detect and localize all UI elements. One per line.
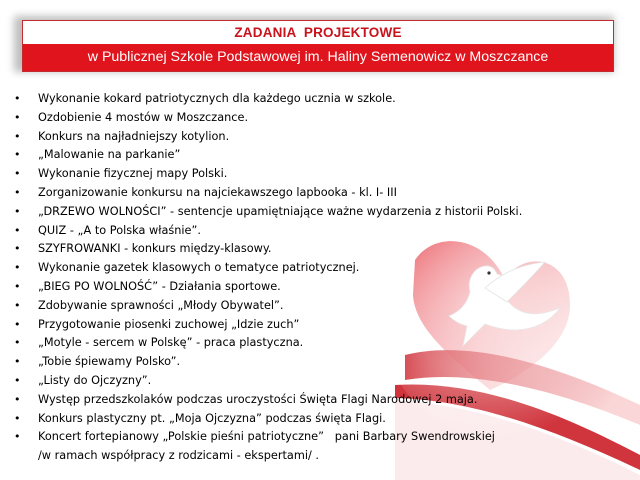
list-item: • „DRZEWO WOLNOŚCI” - sentencje upamiętniające ważne wydarzenia z historii Polski. bbox=[14, 203, 614, 222]
list-item: • „Malowanie na parkanie” bbox=[14, 146, 614, 165]
bullet-icon: • bbox=[14, 167, 21, 181]
bullet-icon: • bbox=[14, 261, 21, 275]
bullet-icon: • bbox=[14, 242, 21, 256]
title-banner bbox=[22, 20, 614, 72]
list-item: • Ozdobienie 4 mostów w Moszczance. bbox=[14, 109, 614, 128]
bullet-icon: • bbox=[14, 148, 21, 162]
bullet-icon: • bbox=[14, 279, 21, 293]
bullet-icon: • bbox=[14, 298, 21, 312]
bullet-icon: • bbox=[14, 373, 21, 387]
page-title: ZADANIA PROJEKTOWE bbox=[234, 25, 402, 40]
bullet-icon: • bbox=[14, 411, 21, 425]
bullet-icon: • bbox=[14, 185, 21, 199]
bullet-icon: • bbox=[14, 110, 21, 124]
list-item: • „Listy do Ojczyzny”. bbox=[14, 372, 614, 391]
bullet-icon: • bbox=[14, 355, 21, 369]
bullet-icon: • bbox=[14, 317, 21, 331]
list-item: • Występ przedszkolaków podczas uroczystości Święta Flagi Narodowej 2 maja. bbox=[14, 391, 614, 410]
list-item: • Koncert fortepianowy „Polskie pieśni patriotyczne” pani Barbary Swendrowskiej /w ramach współpracy z rodzicami - ekspertami/ . bbox=[14, 430, 495, 463]
bullet-icon: • bbox=[14, 336, 21, 350]
bullet-icon: • bbox=[14, 129, 21, 143]
bullet-icon: • bbox=[14, 92, 21, 105]
list-item: • „Tobie śpiewamy Polsko”. bbox=[14, 353, 614, 372]
list-item: • Wykonanie fizycznej mapy Polski. bbox=[14, 165, 614, 184]
list-item: • „Motyle - sercem w Polskę” - praca plastyczna. bbox=[14, 334, 614, 353]
school-subtitle: w Publicznej Szkole Podstawowej im. Haliny Semenowicz w Moszczance bbox=[23, 44, 613, 71]
task-list bbox=[14, 90, 614, 466]
list-item: • Konkurs plastyczny pt. „Moja Ojczyzna” podczas święta Flagi. bbox=[14, 410, 614, 429]
list-item: • QUIZ - „A to Polska właśnie”. bbox=[14, 222, 614, 241]
list-item: • Konkurs na najładniejszy kotylion. bbox=[14, 128, 614, 147]
bullet-icon: • bbox=[14, 223, 21, 237]
list-item: • Zdobywanie sprawności „Młody Obywatel”. bbox=[14, 297, 614, 316]
bullet-icon: • bbox=[14, 204, 21, 218]
bullet-icon: • bbox=[14, 392, 21, 406]
list-item: • Przygotowanie piosenki zuchowej „Idzie zuch” bbox=[14, 316, 614, 335]
list-item: • Zorganizowanie konkursu na najciekawszego lapbooka - kl. I- III bbox=[14, 184, 614, 203]
list-item: • Wykonanie gazetek klasowych o tematyce patriotycznej. bbox=[14, 259, 614, 278]
list-item: • „BIEG PO WOLNOŚĆ” - Działania sportowe. bbox=[14, 278, 614, 297]
list-item: • SZYFROWANKI - konkurs między-klasowy. bbox=[14, 240, 614, 259]
list-item: • Wykonanie kokard patriotycznych dla każdego ucznia w szkole. bbox=[14, 90, 614, 109]
bullet-icon: • bbox=[14, 430, 21, 444]
